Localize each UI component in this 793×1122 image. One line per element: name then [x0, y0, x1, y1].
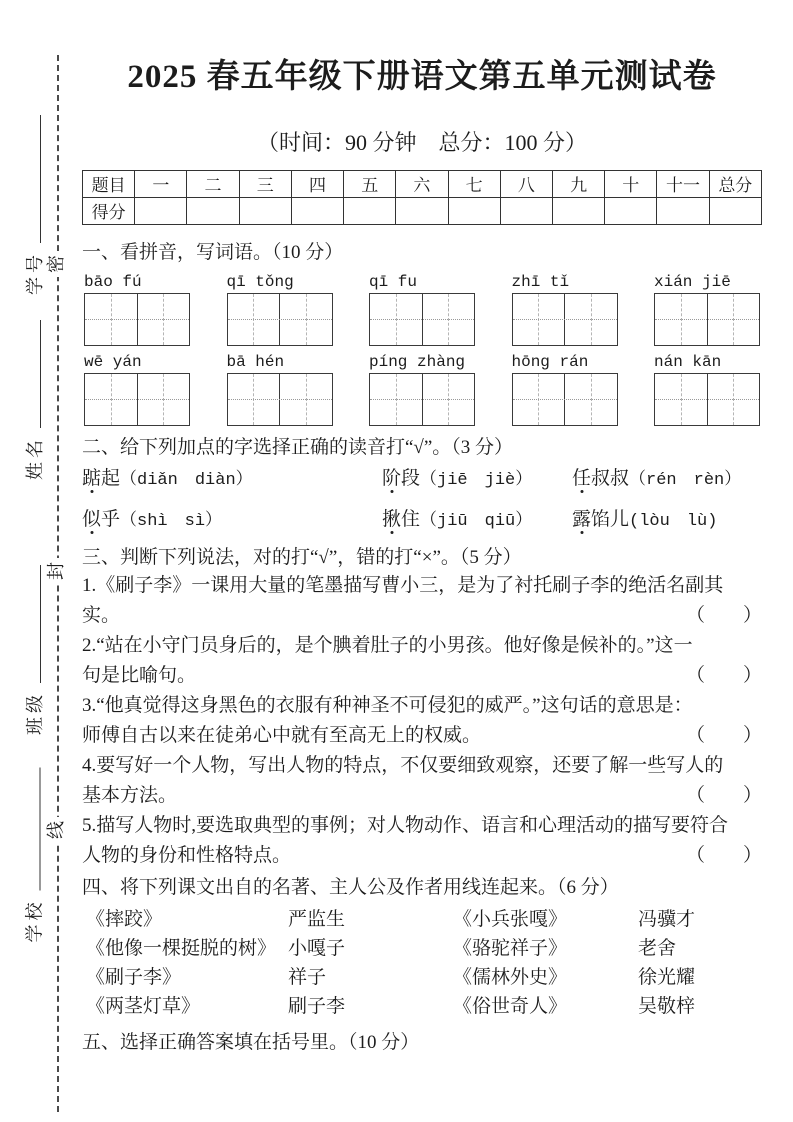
pinyin-label: zhī tǐ [511, 272, 570, 291]
score-table-header-cell: 五 [344, 170, 396, 197]
answer-bracket: （ ） [685, 844, 762, 866]
score-table-header-row [83, 170, 762, 197]
writing-cell [655, 294, 708, 345]
matching-row [82, 992, 762, 1021]
school-label: 学校 [24, 898, 45, 943]
judge-statements [82, 571, 762, 871]
score-table-header-cell: 七 [448, 170, 500, 197]
score-table-header-cell: 总分 [709, 170, 761, 197]
writing-cell [423, 374, 475, 425]
pinyin-label: qī tǒng [226, 272, 294, 291]
seal-char-xian: 线 [43, 817, 69, 843]
section4-heading: 四、将下列课文出自的名著、主人公及作者用线连起来。（6 分） [82, 876, 619, 898]
matching-row [82, 963, 762, 992]
matching-character: 祥子 [288, 966, 327, 988]
statement-line: 1.《刷子李》一课用大量的笔墨描写曹小三，是为了衬托刷子李的绝活名副其 [82, 574, 724, 596]
pronunciation-item: 阶段（jiē jiè） [382, 467, 533, 490]
judge-statement [82, 571, 762, 631]
matching-character: 严监生 [288, 908, 346, 930]
matching-character: 小嘎子 [288, 937, 346, 959]
student-id-label: 学号 [25, 251, 45, 295]
score-table-header-cell: 九 [552, 170, 604, 197]
writing-cell [708, 374, 760, 425]
pinyin-label: nán kān [654, 352, 722, 371]
statement-line: 基本方法。 [82, 784, 178, 806]
writing-cell [655, 374, 708, 425]
matching-row [82, 934, 762, 963]
writing-cell [228, 294, 281, 345]
pronunciation-item: 任叔叔（rén rèn） [572, 467, 742, 490]
score-table-header-cell: 三 [239, 170, 291, 197]
answer-bracket: （ ） [685, 784, 762, 806]
section1-heading: 一、看拼音，写词语。（10 分） [82, 241, 344, 263]
writing-grid [369, 373, 475, 426]
score-table-header-cell: 八 [500, 170, 552, 197]
statement-line: 4.要写好一个人物，写出人物的特点，不仅要细致观察，还要了解一些写人的 [82, 754, 724, 776]
score-table-header-cell: 二 [187, 170, 239, 197]
statement-line: 3.“他真觉得这身黑色的衣服有种神圣不可侵犯的威严。”这句话的意思是： [82, 694, 693, 716]
writing-grid [654, 293, 760, 346]
writing-grid [84, 373, 190, 426]
pinyin-word-item [369, 351, 475, 426]
statement-line: 句是比喻句。 [82, 664, 197, 686]
student-id-field [21, 115, 47, 295]
statement-line: 实。 [82, 604, 121, 626]
seal-char-feng: 封 [43, 558, 69, 584]
student-name-blank [40, 320, 41, 428]
pinyin-word-item [654, 271, 760, 346]
exam-paper [82, 0, 762, 1056]
matching-lesson: 《刷子李》 [86, 966, 182, 988]
writing-cell [565, 294, 617, 345]
writing-cell [85, 294, 138, 345]
writing-grid [227, 293, 333, 346]
pinyin-word-item [84, 271, 190, 346]
writing-cell [280, 374, 332, 425]
writing-cell [280, 294, 332, 345]
writing-cell [370, 374, 423, 425]
matching-book: 《小兵张嘎》 [453, 908, 568, 930]
matching-book: 《儒林外史》 [453, 966, 568, 988]
judge-statement [82, 811, 762, 871]
writing-cell [708, 294, 760, 345]
pinyin-label: bāo fú [84, 272, 142, 291]
pronunciation-row-2 [82, 506, 762, 536]
statement-line: 5.描写人物时,要选取典型的事例；对人物动作、语言和心理活动的描写要符合 [82, 814, 729, 836]
pinyin-word-item [512, 271, 618, 346]
writing-cell [565, 374, 617, 425]
answer-bracket: （ ） [685, 724, 762, 746]
pronunciation-item: 似乎（shì sì） [82, 508, 223, 531]
class-blank [40, 565, 41, 683]
matching-lesson: 《两茎灯草》 [86, 995, 201, 1017]
pinyin-label: xián jiē [654, 272, 731, 291]
matching-author: 冯骥才 [638, 908, 696, 930]
section2-heading: 二、给下列加点的字选择正确的读音打“√”。（3 分） [82, 436, 514, 458]
page-title: 2025 春五年级下册语文第五单元测试卷 [127, 59, 717, 95]
writing-cell [513, 374, 566, 425]
pronunciation-row-1 [82, 465, 762, 495]
matching-author: 吴敬梓 [638, 995, 696, 1017]
pinyin-label: wē yán [84, 352, 142, 371]
writing-grid [512, 373, 618, 426]
matching-row [82, 905, 762, 934]
writing-grid [227, 373, 333, 426]
score-row-label: 得分 [83, 197, 135, 224]
writing-grid [654, 373, 760, 426]
writing-cell [85, 374, 138, 425]
score-table-header-cell: 十一 [657, 170, 709, 197]
pronunciation-item: 踮起（diǎn diàn） [82, 467, 253, 490]
answer-bracket: （ ） [685, 664, 762, 686]
pinyin-row-1 [82, 271, 762, 346]
class-label: 班级 [25, 691, 45, 735]
writing-grid [84, 293, 190, 346]
writing-cell [513, 294, 566, 345]
matching-lesson: 《摔跤》 [86, 908, 163, 930]
school-field [21, 768, 47, 943]
matching-lesson: 《他像一棵挺脱的树》 [86, 937, 277, 959]
matching-book: 《骆驼祥子》 [453, 937, 568, 959]
matching-exercise [82, 905, 762, 1021]
pinyin-word-item [227, 271, 333, 346]
matching-author: 徐光耀 [638, 966, 696, 988]
student-name-field [21, 320, 47, 480]
score-table-header-cell: 一 [135, 170, 187, 197]
section5-heading: 五、选择正确答案填在括号里。（10 分） [82, 1031, 420, 1053]
writing-cell [228, 374, 281, 425]
pronunciation-item: 露馅儿(lòu lù) [572, 508, 718, 531]
score-table-score-row [83, 197, 762, 224]
judge-statement [82, 691, 762, 751]
pinyin-word-item [654, 351, 760, 426]
seal-char-mi: 密 [43, 251, 69, 277]
pinyin-word-item [227, 351, 333, 426]
judge-statement [82, 751, 762, 811]
pinyin-label: qī fu [369, 272, 418, 291]
student-name-label: 姓名 [25, 436, 45, 480]
writing-cell [138, 294, 190, 345]
judge-statement [82, 631, 762, 691]
pinyin-label: bā hén [226, 352, 285, 371]
score-table [82, 170, 762, 225]
school-blank [40, 768, 41, 891]
answer-bracket: （ ） [685, 604, 762, 626]
statement-line: 人物的身份和性格特点。 [82, 844, 292, 866]
writing-cell [423, 294, 475, 345]
pinyin-label: hōng rán [511, 352, 589, 371]
matching-author: 老舍 [638, 937, 677, 959]
writing-cell [370, 294, 423, 345]
score-table-header-cell: 十 [605, 170, 657, 197]
writing-cell [138, 374, 190, 425]
pronunciation-item: 揪住（jiū qiū） [382, 508, 533, 531]
matching-book: 《俗世奇人》 [453, 995, 568, 1017]
score-table-header-cell: 六 [396, 170, 448, 197]
writing-grid [512, 293, 618, 346]
score-table-header-cell: 四 [291, 170, 343, 197]
section3-heading: 三、判断下列说法，对的打“√”，错的打“×”。（5 分） [82, 546, 522, 568]
statement-line: 2.“站在小守门员身后的，是个腆着肚子的小男孩。他好像是候补的。”这一 [82, 634, 693, 656]
pinyin-row-2 [82, 351, 762, 426]
writing-grid [369, 293, 475, 346]
class-field [21, 565, 47, 735]
pinyin-label: píng zhàng [369, 352, 466, 371]
score-table-header-cell: 题目 [83, 170, 135, 197]
page-subtitle: （时间：90 分钟 总分：100 分） [256, 129, 587, 155]
pinyin-word-item [84, 351, 190, 426]
pinyin-word-item [512, 351, 618, 426]
student-id-blank [40, 115, 41, 243]
statement-line: 师傅自古以来在徒弟心中就有至高无上的权威。 [82, 724, 482, 746]
pinyin-word-item [369, 271, 475, 346]
matching-character: 刷子李 [288, 995, 346, 1017]
